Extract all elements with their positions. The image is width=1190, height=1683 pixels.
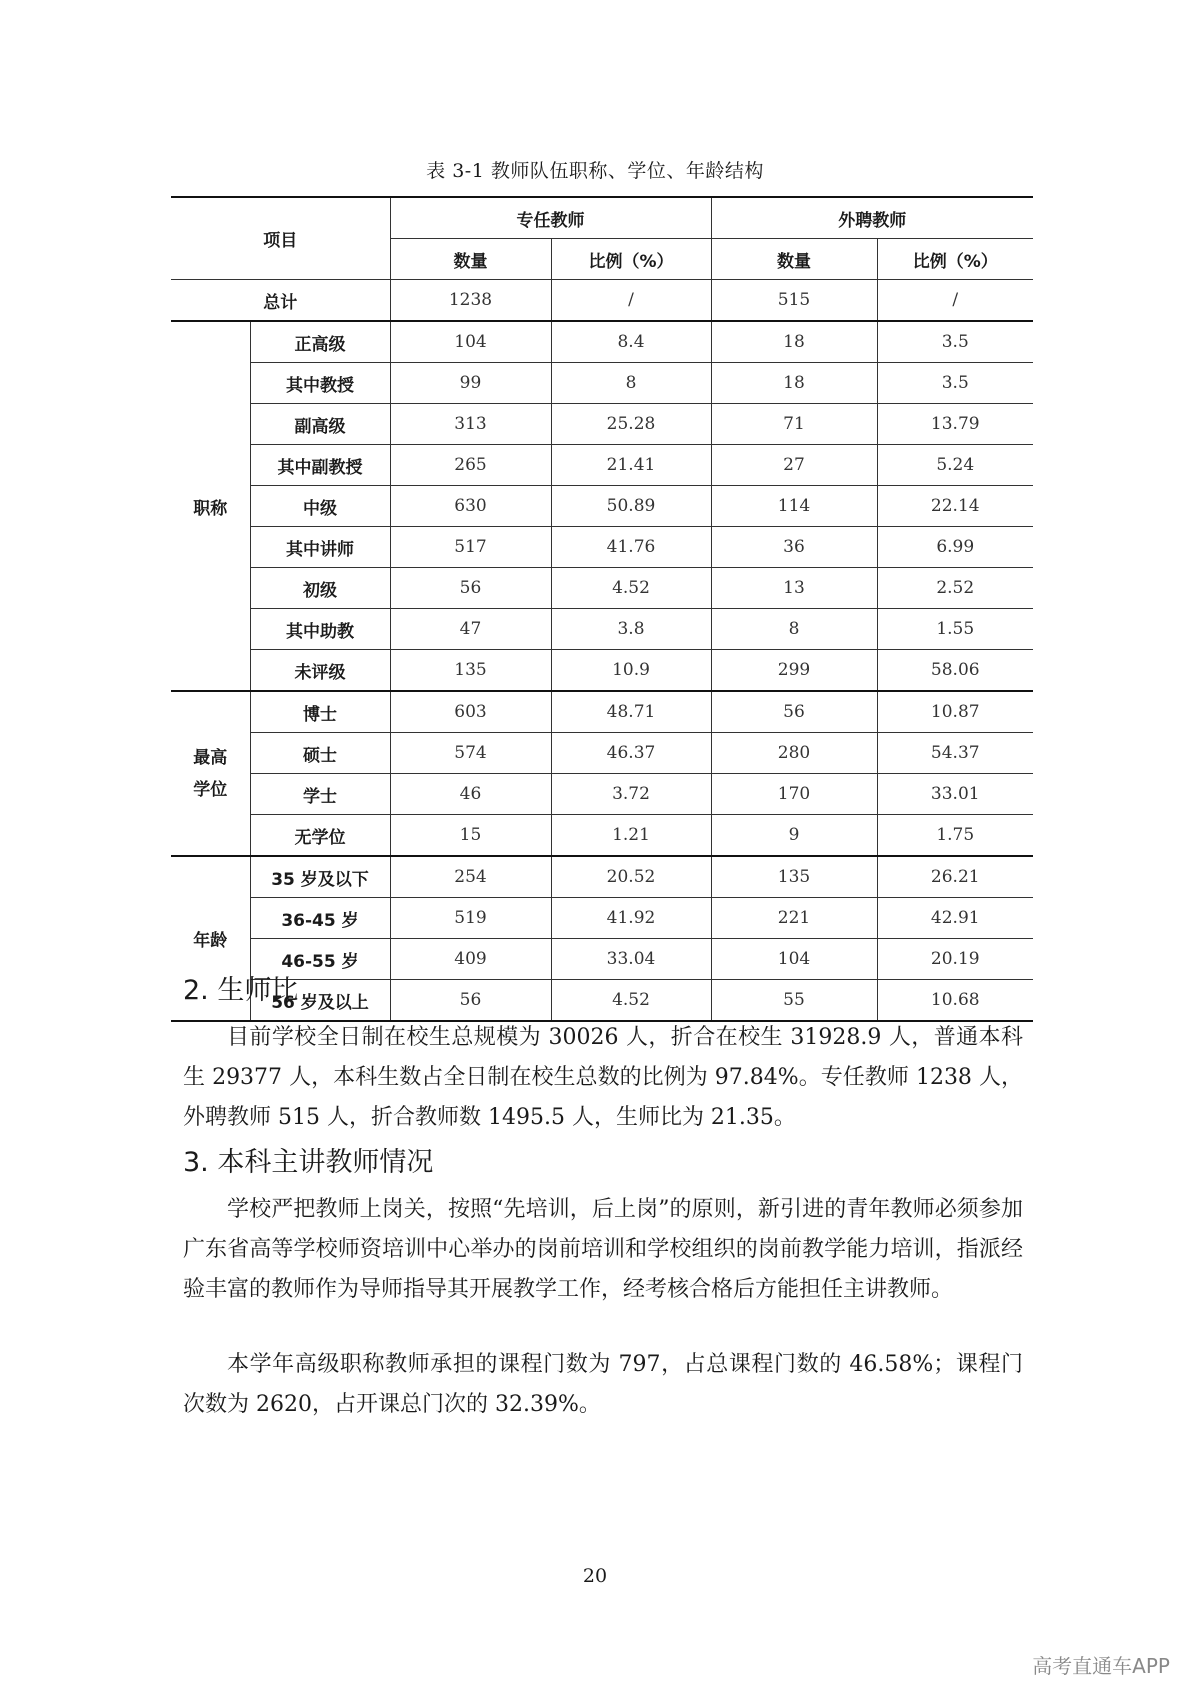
cell: 71 bbox=[711, 404, 877, 445]
cell: 13.79 bbox=[877, 404, 1033, 445]
paragraph-lead-teachers-1: 学校严把教师上岗关，按照“先培训，后上岗”的原则，新引进的青年教师必须参加广东省高等学校师资培训中心举办的岗前培训和学校组织的岗前教学能力培训，指派经验丰富的教师作为导师指导其开展教学工作，经考核合格后方能担任主讲教师。 bbox=[183, 1197, 1023, 1302]
row-label: 正高级 bbox=[250, 321, 390, 363]
paragraph-lead-teachers-2: 本学年高级职称教师承担的课程门数为 797，占总课程门数的 46.58%；课程门次数为 2620，占开课总门次的 32.39%。 bbox=[183, 1352, 1023, 1417]
cell: 515 bbox=[711, 280, 877, 322]
table-row bbox=[171, 609, 1033, 650]
cell: 10.9 bbox=[551, 650, 711, 692]
cell: 26.21 bbox=[877, 856, 1033, 898]
cell: 27 bbox=[711, 445, 877, 486]
cell: 48.71 bbox=[551, 691, 711, 733]
row-label: 35 岁及以下 bbox=[250, 856, 390, 898]
header-ratio: 比例（%） bbox=[551, 239, 711, 280]
cell: 18 bbox=[711, 363, 877, 404]
row-label: 副高级 bbox=[250, 404, 390, 445]
row-label: 其中副教授 bbox=[250, 445, 390, 486]
row-label: 46-55 岁 bbox=[250, 939, 390, 980]
row-label: 36-45 岁 bbox=[250, 898, 390, 939]
category-label-line: 学位 bbox=[193, 779, 228, 800]
table-row bbox=[171, 774, 1033, 815]
header-row-1 bbox=[171, 197, 1033, 239]
header-fulltime: 专任教师 bbox=[390, 197, 711, 239]
cell: 170 bbox=[711, 774, 877, 815]
cell: 10.87 bbox=[877, 691, 1033, 733]
table-row bbox=[171, 856, 1033, 898]
cell: 55 bbox=[711, 980, 877, 1022]
row-label: 无学位 bbox=[250, 815, 390, 857]
table-row bbox=[171, 898, 1033, 939]
cell: 46.37 bbox=[551, 733, 711, 774]
row-label: 56 岁及以上 bbox=[250, 980, 390, 1022]
category-degree bbox=[171, 691, 250, 856]
cell: 135 bbox=[390, 650, 551, 692]
cell: 254 bbox=[390, 856, 551, 898]
teacher-structure-table bbox=[171, 196, 1033, 1022]
cell: 46 bbox=[390, 774, 551, 815]
cell: 114 bbox=[711, 486, 877, 527]
cell: 42.91 bbox=[877, 898, 1033, 939]
table-row bbox=[171, 815, 1033, 857]
row-label: 硕士 bbox=[250, 733, 390, 774]
cell: 56 bbox=[390, 568, 551, 609]
cell: 104 bbox=[711, 939, 877, 980]
header-external: 外聘教师 bbox=[711, 197, 1033, 239]
cell: 574 bbox=[390, 733, 551, 774]
cell: 10.68 bbox=[877, 980, 1033, 1022]
table-row bbox=[171, 650, 1033, 692]
cell: 33.01 bbox=[877, 774, 1033, 815]
row-label: 其中讲师 bbox=[250, 527, 390, 568]
total-label: 总计 bbox=[171, 280, 390, 322]
table-row bbox=[171, 939, 1033, 980]
cell: 13 bbox=[711, 568, 877, 609]
cell: 517 bbox=[390, 527, 551, 568]
header-count: 数量 bbox=[711, 239, 877, 280]
category-age: 年龄 bbox=[171, 856, 250, 1021]
cell: 2.52 bbox=[877, 568, 1033, 609]
row-label: 初级 bbox=[250, 568, 390, 609]
table-row bbox=[171, 691, 1033, 733]
cell: 9 bbox=[711, 815, 877, 857]
cell: 15 bbox=[390, 815, 551, 857]
cell: 54.37 bbox=[877, 733, 1033, 774]
cell: 33.04 bbox=[551, 939, 711, 980]
cell: 135 bbox=[711, 856, 877, 898]
header-count: 数量 bbox=[390, 239, 551, 280]
cell: 4.52 bbox=[551, 568, 711, 609]
table-row bbox=[171, 568, 1033, 609]
row-label: 学士 bbox=[250, 774, 390, 815]
table-row bbox=[171, 527, 1033, 568]
cell: 41.92 bbox=[551, 898, 711, 939]
table-row bbox=[171, 980, 1033, 1022]
row-label: 中级 bbox=[250, 486, 390, 527]
paragraph-student-teacher-ratio: 目前学校全日制在校生总规模为 30026 人，折合在校生 31928.9 人，普通本科生 29377 人，本科生数占全日制在校生总数的比例为 97.84%。专任教师 1238 人，外聘教师 515 人，折合教师数 1495.5 人，生师比为 21.35。 bbox=[183, 1025, 1023, 1130]
table-row bbox=[171, 445, 1033, 486]
cell: 3.5 bbox=[877, 363, 1033, 404]
cell: 4.52 bbox=[551, 980, 711, 1022]
cell: 1.75 bbox=[877, 815, 1033, 857]
cell: 1.55 bbox=[877, 609, 1033, 650]
cell: 265 bbox=[390, 445, 551, 486]
cell: 1.21 bbox=[551, 815, 711, 857]
cell: 58.06 bbox=[877, 650, 1033, 692]
app-watermark: 高考直通车APP bbox=[1032, 1654, 1170, 1678]
cell: 56 bbox=[390, 980, 551, 1022]
section-heading-student-teacher-ratio: 2. 生师比 bbox=[183, 975, 299, 1006]
cell: 22.14 bbox=[877, 486, 1033, 527]
row-label: 其中教授 bbox=[250, 363, 390, 404]
header-item: 项目 bbox=[171, 197, 390, 280]
cell: 8 bbox=[551, 363, 711, 404]
cell: 5.24 bbox=[877, 445, 1033, 486]
cell: 20.52 bbox=[551, 856, 711, 898]
cell: 104 bbox=[390, 321, 551, 363]
category-title: 职称 bbox=[171, 321, 250, 691]
cell: 3.72 bbox=[551, 774, 711, 815]
cell: 8 bbox=[711, 609, 877, 650]
cell: 99 bbox=[390, 363, 551, 404]
cell: 41.76 bbox=[551, 527, 711, 568]
cell: 20.19 bbox=[877, 939, 1033, 980]
cell: 50.89 bbox=[551, 486, 711, 527]
cell: 8.4 bbox=[551, 321, 711, 363]
row-label: 未评级 bbox=[250, 650, 390, 692]
table-row bbox=[171, 363, 1033, 404]
cell: 280 bbox=[711, 733, 877, 774]
cell: 221 bbox=[711, 898, 877, 939]
total-row bbox=[171, 280, 1033, 322]
cell: 6.99 bbox=[877, 527, 1033, 568]
row-label: 其中助教 bbox=[250, 609, 390, 650]
cell: 21.41 bbox=[551, 445, 711, 486]
table-row bbox=[171, 404, 1033, 445]
cell: 18 bbox=[711, 321, 877, 363]
table-row bbox=[171, 321, 1033, 363]
category-label-line: 最高 bbox=[193, 747, 228, 768]
cell: 36 bbox=[711, 527, 877, 568]
cell: 630 bbox=[390, 486, 551, 527]
header-ratio: 比例（%） bbox=[877, 239, 1033, 280]
table-row bbox=[171, 486, 1033, 527]
cell: 47 bbox=[390, 609, 551, 650]
cell: 1238 bbox=[390, 280, 551, 322]
page-number: 20 bbox=[582, 1565, 608, 1587]
cell: 409 bbox=[390, 939, 551, 980]
cell: 56 bbox=[711, 691, 877, 733]
row-label: 博士 bbox=[250, 691, 390, 733]
section-heading-lead-teachers: 3. 本科主讲教师情况 bbox=[183, 1147, 434, 1178]
cell: 299 bbox=[711, 650, 877, 692]
cell: 313 bbox=[390, 404, 551, 445]
cell: 25.28 bbox=[551, 404, 711, 445]
cell: 3.8 bbox=[551, 609, 711, 650]
table-caption: 表 3-1 教师队伍职称、学位、年龄结构 bbox=[426, 160, 764, 182]
cell: / bbox=[877, 280, 1033, 322]
cell: 519 bbox=[390, 898, 551, 939]
cell: / bbox=[551, 280, 711, 322]
table-row bbox=[171, 733, 1033, 774]
cell: 603 bbox=[390, 691, 551, 733]
cell: 3.5 bbox=[877, 321, 1033, 363]
